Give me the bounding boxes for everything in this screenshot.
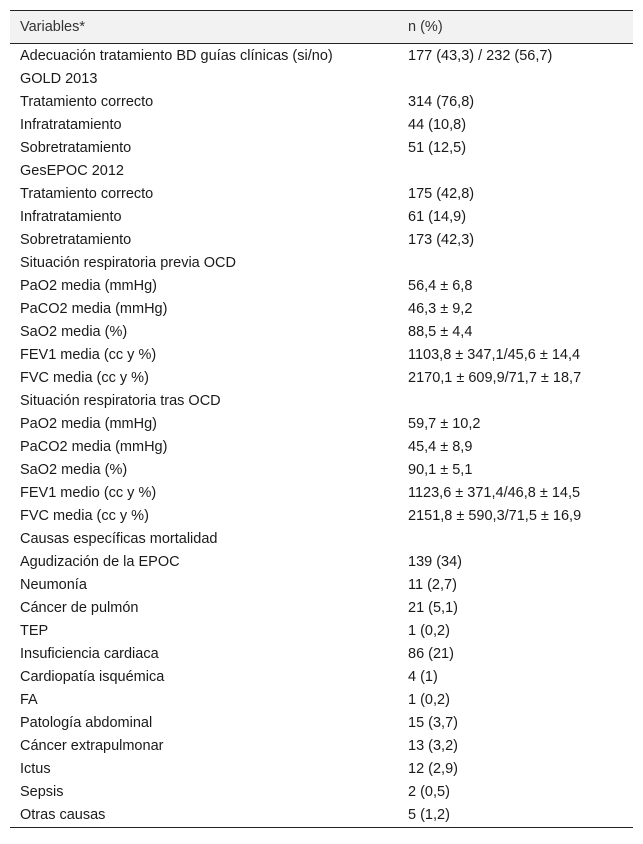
table-row — [10, 297, 633, 320]
table-row — [10, 757, 633, 780]
cell-variable: TEP — [20, 622, 49, 639]
cell-value: 46,3 ± 9,2 — [408, 300, 473, 317]
cell-value: 51 (12,5) — [408, 139, 467, 156]
cell-value — [398, 527, 633, 550]
cell-variable: Adecuación tratamiento BD guías clínicas (si/no) — [20, 47, 333, 64]
cell-variable: Tratamiento correcto — [20, 185, 154, 202]
cell-variable: Situación respiratoria previa OCD — [20, 254, 236, 271]
cell-variable: FA — [20, 691, 38, 708]
cell-value: 139 (34) — [408, 553, 463, 570]
table-row — [10, 504, 633, 527]
table-row — [10, 182, 633, 205]
cell-variable: Patología abdominal — [20, 714, 153, 731]
cell-value — [398, 67, 633, 90]
cell-value: 56,4 ± 6,8 — [408, 277, 473, 294]
table-row — [10, 688, 633, 711]
cell-variable: PaCO2 media (mmHg) — [20, 438, 168, 455]
cell-value: 2 (0,5) — [408, 783, 450, 800]
header-row — [10, 11, 633, 44]
table-row — [10, 90, 633, 113]
cell-variable: Ictus — [20, 760, 51, 777]
cell-value: 1 (0,2) — [408, 691, 450, 708]
table-row — [10, 573, 633, 596]
table-row — [10, 481, 633, 504]
table-row — [10, 734, 633, 757]
cell-variable: SaO2 media (%) — [20, 323, 128, 340]
table-row — [10, 274, 633, 297]
cell-variable: Sobretratamiento — [20, 231, 132, 248]
cell-variable: Cardiopatía isquémica — [20, 668, 165, 685]
cell-variable: PaO2 media (mmHg) — [20, 415, 157, 432]
cell-variable: Infratratamiento — [20, 116, 122, 133]
table-row — [10, 159, 633, 182]
table-row — [10, 527, 633, 550]
cell-variable: SaO2 media (%) — [20, 461, 128, 478]
table-row — [10, 780, 633, 803]
cell-value — [398, 159, 633, 182]
cell-variable: Infratratamiento — [20, 208, 122, 225]
table-row — [10, 251, 633, 274]
table-row — [10, 389, 633, 412]
data-table-container — [10, 10, 633, 828]
cell-value: 5 (1,2) — [398, 803, 633, 828]
cell-variable: Situación respiratoria tras OCD — [20, 392, 221, 409]
cell-value: 11 (2,7) — [408, 576, 457, 593]
table-row — [10, 136, 633, 159]
header-n-percent: n (%) — [398, 11, 633, 44]
table-row — [10, 665, 633, 688]
table-header — [10, 11, 633, 44]
table-row — [10, 113, 633, 136]
cell-value — [398, 251, 633, 274]
cell-variable: Insuficiencia cardiaca — [20, 645, 159, 662]
cell-value: 4 (1) — [408, 668, 438, 685]
cell-variable: Otras causas — [10, 803, 398, 828]
table-row — [10, 435, 633, 458]
table-row — [10, 550, 633, 573]
cell-value: 86 (21) — [408, 645, 454, 662]
cell-variable: FVC media (cc y %) — [20, 369, 149, 386]
table-row — [10, 619, 633, 642]
table-row — [10, 343, 633, 366]
cell-variable: PaO2 media (mmHg) — [20, 277, 157, 294]
table-row — [10, 228, 633, 251]
cell-value: 175 (42,8) — [408, 185, 475, 202]
table-row — [10, 711, 633, 734]
cell-value: 61 (14,9) — [408, 208, 467, 225]
table-row — [10, 412, 633, 435]
cell-variable: GesEPOC 2012 — [20, 162, 124, 179]
cell-variable: FVC media (cc y %) — [20, 507, 149, 524]
data-table — [10, 10, 633, 828]
cell-value: 1 (0,2) — [408, 622, 450, 639]
table-row — [10, 803, 633, 828]
cell-value: 1123,6 ± 371,4/46,8 ± 14,5 — [408, 484, 581, 501]
cell-variable: FEV1 medio (cc y %) — [20, 484, 157, 501]
table-row — [10, 205, 633, 228]
table-row — [10, 67, 633, 90]
cell-value: 45,4 ± 8,9 — [408, 438, 473, 455]
cell-value: 13 (3,2) — [408, 737, 458, 754]
header-variables: Variables* — [10, 11, 398, 44]
cell-value: 1103,8 ± 347,1/45,6 ± 14,4 — [408, 346, 581, 363]
cell-variable: Tratamiento correcto — [20, 93, 154, 110]
cell-variable: Neumonía — [20, 576, 87, 593]
cell-variable: Cáncer de pulmón — [20, 599, 139, 616]
table-row — [10, 458, 633, 481]
cell-value: 90,1 ± 5,1 — [408, 461, 473, 478]
cell-value: 44 (10,8) — [408, 116, 467, 133]
cell-value: 88,5 ± 4,4 — [408, 323, 473, 340]
cell-variable: Agudización de la EPOC — [20, 553, 180, 570]
table-body — [10, 44, 633, 828]
table-row — [10, 320, 633, 343]
cell-value: 21 (5,1) — [408, 599, 458, 616]
cell-value: 173 (42,3) — [408, 231, 475, 248]
table-row — [10, 642, 633, 665]
cell-variable: GOLD 2013 — [20, 70, 98, 87]
cell-variable: Sobretratamiento — [20, 139, 132, 156]
table-row — [10, 44, 633, 68]
cell-value: 2151,8 ± 590,3/71,5 ± 16,9 — [408, 507, 582, 524]
cell-value: 2170,1 ± 609,9/71,7 ± 18,7 — [408, 369, 582, 386]
cell-value — [398, 389, 633, 412]
cell-variable: Causas específicas mortalidad — [20, 530, 218, 547]
cell-value: 177 (43,3) / 232 (56,7) — [408, 47, 553, 64]
table-row — [10, 366, 633, 389]
cell-variable: FEV1 media (cc y %) — [20, 346, 157, 363]
cell-value: 59,7 ± 10,2 — [408, 415, 481, 432]
cell-value: 12 (2,9) — [408, 760, 458, 777]
cell-value: 314 (76,8) — [408, 93, 475, 110]
cell-variable: PaCO2 media (mmHg) — [20, 300, 168, 317]
cell-variable: Sepsis — [20, 783, 64, 800]
cell-variable: Cáncer extrapulmonar — [20, 737, 164, 754]
cell-value: 15 (3,7) — [408, 714, 458, 731]
table-row — [10, 596, 633, 619]
